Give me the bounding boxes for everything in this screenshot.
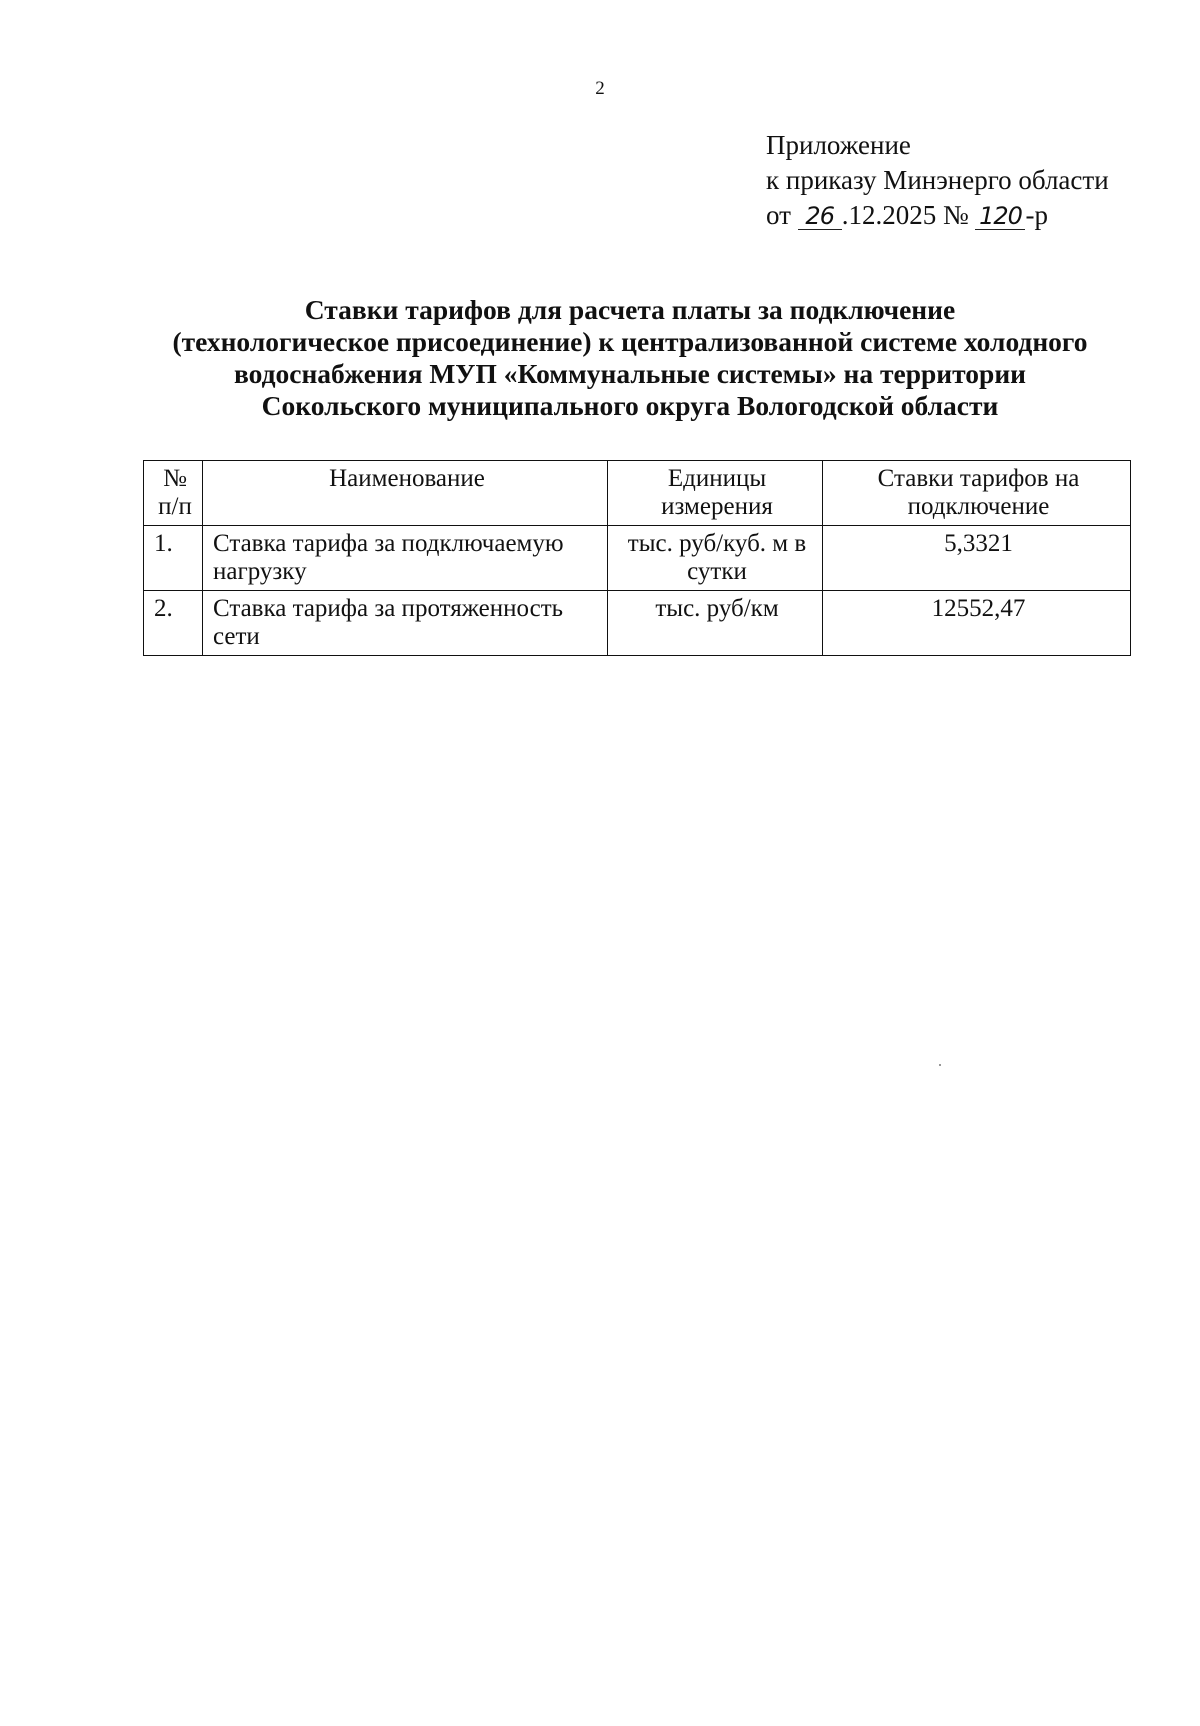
title-line: Ставки тарифов для расчета платы за подключение [304,294,956,325]
header-num: № п/п [144,461,203,526]
row-name: Ставка тарифа за протяженность сети [203,591,608,656]
table-row [144,591,1131,656]
appendix-date-line [766,198,1109,233]
handwritten-order-number: 120 [975,203,1025,230]
order-suffix: -р [1025,200,1048,230]
header-rate: Ставки тарифов на подключение [823,461,1131,526]
title-line: Сокольского муниципального округа Вологодской области [261,390,999,421]
row-num: 1. [144,526,203,591]
appendix-block [766,128,1109,233]
handwritten-day: 26 [798,203,842,230]
tariff-table [143,460,1131,656]
table-row [144,526,1131,591]
title-line: (технологическое присоединение) к централизованной системе холодного [172,326,1088,357]
table-header-row [144,461,1131,526]
page-number: 2 [595,78,605,99]
row-unit: тыс. руб/куб. м в сутки [608,526,823,591]
document-title [130,294,1130,422]
appendix-label: Приложение [766,130,911,160]
row-name: Ставка тарифа за подключаемую нагрузку [203,526,608,591]
row-rate: 12552,47 [823,591,1131,656]
row-unit: тыс. руб/км [608,591,823,656]
date-prefix: от [766,200,791,230]
title-line: водоснабжения МУП «Коммунальные системы» на территории [233,358,1027,389]
date-rest: .12.2025 № [841,200,969,230]
header-unit: Единицы измерения [608,461,823,526]
header-name: Наименование [203,461,608,526]
row-rate: 5,3321 [823,526,1131,591]
scan-speck [939,1064,941,1066]
appendix-order-reference: к приказу Минэнерго области [766,165,1109,195]
row-num: 2. [144,591,203,656]
